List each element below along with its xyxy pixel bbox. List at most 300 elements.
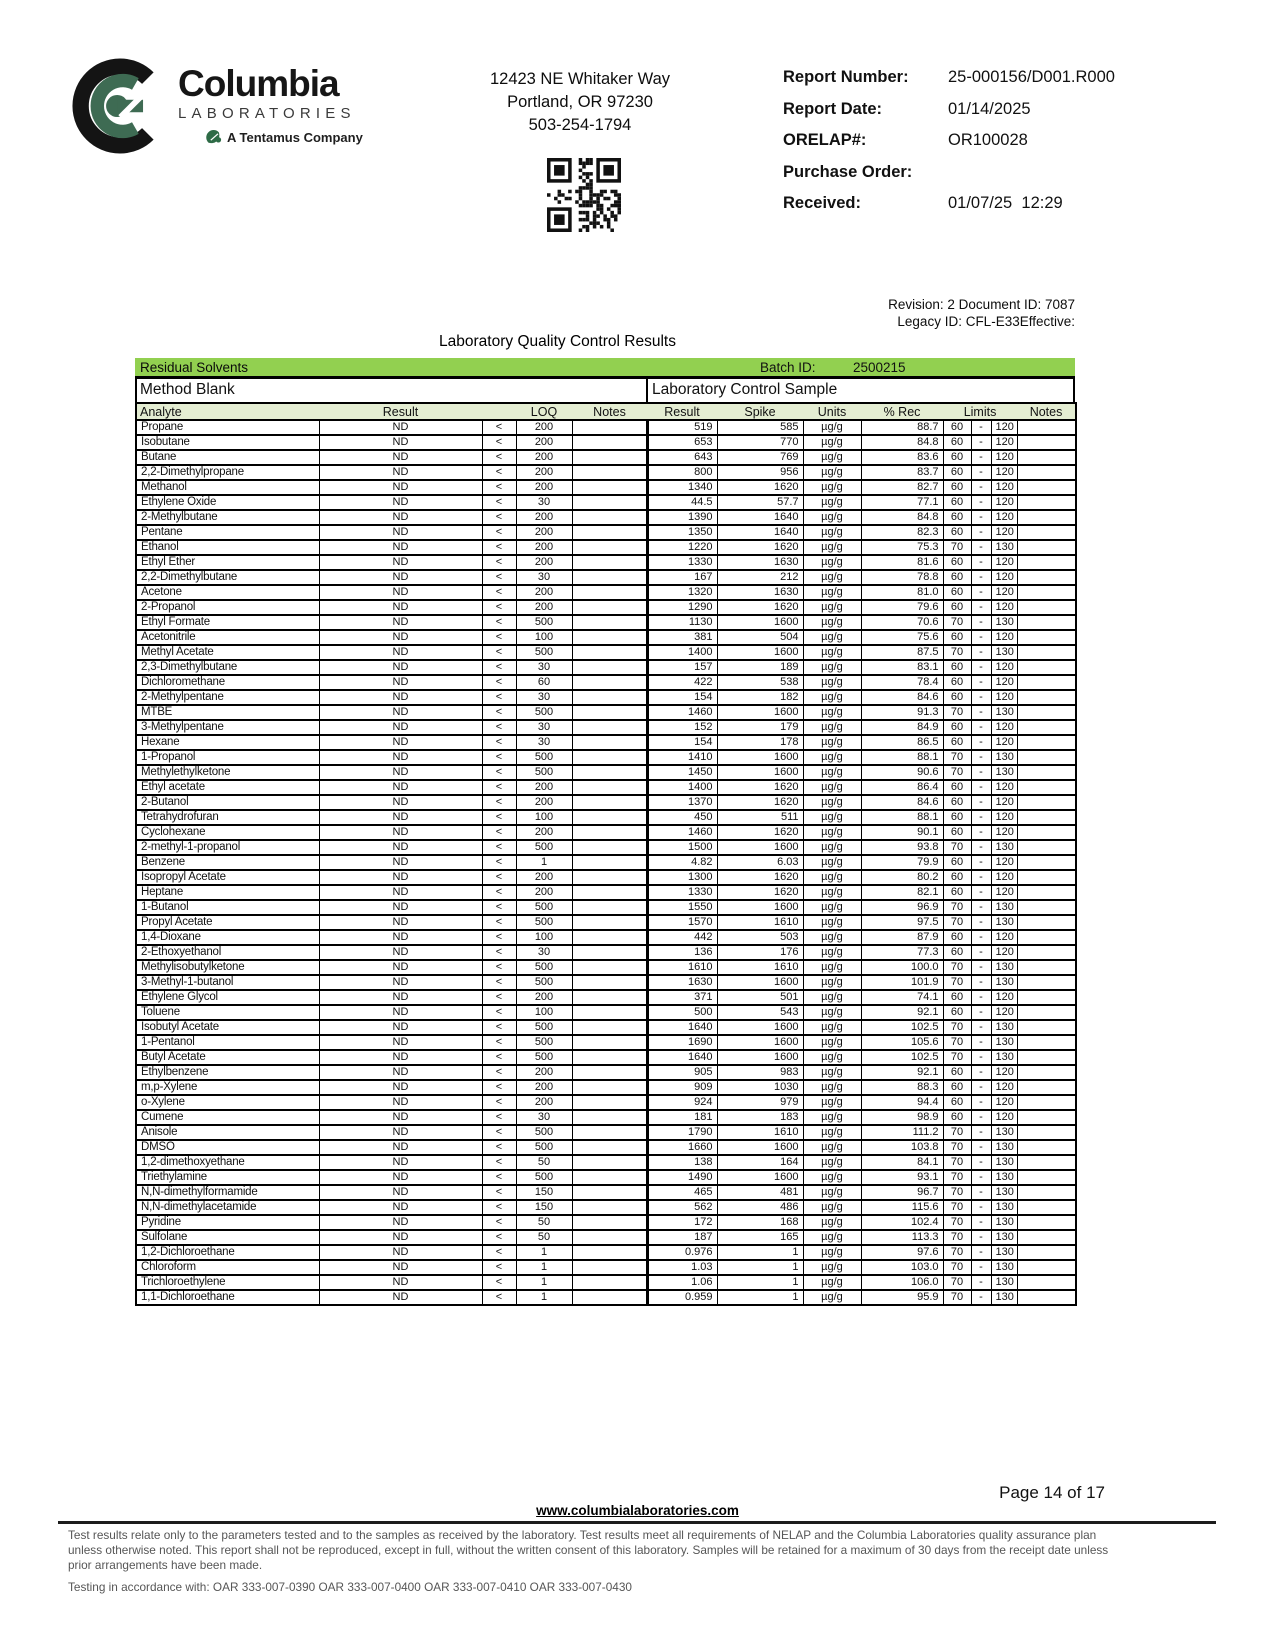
- cell-units: µg/g: [803, 915, 861, 930]
- cell-lcs-spike: 164: [717, 1155, 803, 1170]
- cell-limit-dash: -: [971, 480, 991, 495]
- cell-mb-result: ND: [319, 570, 482, 585]
- cell-mb-loq: 200: [516, 990, 572, 1005]
- cell-mb-notes: [572, 570, 647, 585]
- cell-analyte: Toluene: [136, 1005, 319, 1020]
- cell-lcs-spike: 956: [717, 465, 803, 480]
- cell-analyte: 2,2-Dimethylbutane: [136, 570, 319, 585]
- cell-mb-operator: <: [482, 420, 516, 435]
- cell-mb-loq: 500: [516, 1035, 572, 1050]
- cell-limit-dash: -: [971, 660, 991, 675]
- table-row: [136, 645, 1076, 660]
- cell-pct-rec: 84.9: [861, 720, 943, 735]
- cell-limit-low: 70: [943, 1215, 971, 1230]
- cell-mb-notes: [572, 630, 647, 645]
- cell-mb-notes: [572, 900, 647, 915]
- cell-lcs-result: 905: [647, 1065, 717, 1080]
- cell-limit-dash: -: [971, 675, 991, 690]
- cell-limit-low: 70: [943, 750, 971, 765]
- cell-mb-notes: [572, 720, 647, 735]
- cell-lcs-result: 1790: [647, 1125, 717, 1140]
- cell-units: µg/g: [803, 1275, 861, 1290]
- cell-analyte: 1-Pentanol: [136, 1035, 319, 1050]
- table-row: [136, 1035, 1076, 1050]
- cell-mb-result: ND: [319, 885, 482, 900]
- cell-lcs-notes: [1017, 1245, 1076, 1260]
- cell-mb-loq: 200: [516, 555, 572, 570]
- cell-mb-notes: [572, 1185, 647, 1200]
- table-row: [136, 930, 1076, 945]
- cell-units: µg/g: [803, 630, 861, 645]
- cell-pct-rec: 78.4: [861, 675, 943, 690]
- cell-mb-notes: [572, 1275, 647, 1290]
- cell-lcs-spike: 1620: [717, 480, 803, 495]
- cell-lcs-notes: [1017, 1290, 1076, 1305]
- cell-limit-low: 60: [943, 420, 971, 435]
- cell-lcs-result: 152: [647, 720, 717, 735]
- cell-units: µg/g: [803, 1170, 861, 1185]
- table-row: [136, 900, 1076, 915]
- cell-analyte: Isobutane: [136, 435, 319, 450]
- cell-limit-dash: -: [971, 1065, 991, 1080]
- cell-limit-dash: -: [971, 930, 991, 945]
- cell-units: µg/g: [803, 855, 861, 870]
- cell-limit-dash: -: [971, 1200, 991, 1215]
- cell-lcs-notes: [1017, 615, 1076, 630]
- disclaimer-text: Test results relate only to the parameters tested and to the samples as received by the laboratory. Test results meet all requirements of NELAP and the Columbia Laboratories quality assurance plan unless otherwise noted. This report shall not be reproduced, except in full, without the written consent of this laboratory. Samples will be retained for a maximum of 30 days from the receipt date unless prior arrangements have been made.: [68, 1528, 1109, 1573]
- cell-limit-low: 70: [943, 1290, 971, 1305]
- report-field-label: Report Number:: [783, 68, 909, 86]
- cell-units: µg/g: [803, 1245, 861, 1260]
- table-row: [136, 600, 1076, 615]
- cell-mb-loq: 100: [516, 1005, 572, 1020]
- cell-lcs-notes: [1017, 450, 1076, 465]
- cell-lcs-spike: 1610: [717, 915, 803, 930]
- cell-mb-notes: [572, 1200, 647, 1215]
- cell-mb-loq: 500: [516, 705, 572, 720]
- cell-limit-high: 120: [991, 480, 1017, 495]
- cell-limit-high: 120: [991, 510, 1017, 525]
- cell-units: µg/g: [803, 660, 861, 675]
- cell-units: µg/g: [803, 1110, 861, 1125]
- cell-lcs-result: 154: [647, 735, 717, 750]
- cell-mb-result: ND: [319, 540, 482, 555]
- cell-analyte: DMSO: [136, 1140, 319, 1155]
- cell-limit-low: 60: [943, 795, 971, 810]
- cell-lcs-spike: 1600: [717, 705, 803, 720]
- cell-analyte: Ethylbenzene: [136, 1065, 319, 1080]
- cell-limit-dash: -: [971, 1110, 991, 1125]
- cell-mb-result: ND: [319, 705, 482, 720]
- cell-limit-low: 60: [943, 510, 971, 525]
- cell-pct-rec: 97.6: [861, 1245, 943, 1260]
- cell-limit-dash: -: [971, 1245, 991, 1260]
- cell-lcs-notes: [1017, 465, 1076, 480]
- cell-lcs-result: 1330: [647, 885, 717, 900]
- cell-mb-notes: [572, 480, 647, 495]
- table-row: [136, 570, 1076, 585]
- cell-mb-loq: 30: [516, 570, 572, 585]
- cell-units: µg/g: [803, 885, 861, 900]
- cell-mb-notes: [572, 645, 647, 660]
- cell-limit-high: 120: [991, 450, 1017, 465]
- report-field-label: Report Date:: [783, 99, 883, 118]
- cell-limit-low: 70: [943, 1230, 971, 1245]
- cell-lcs-spike: 1: [717, 1275, 803, 1290]
- cell-mb-result: ND: [319, 900, 482, 915]
- cell-lcs-notes: [1017, 1140, 1076, 1155]
- cell-mb-result: ND: [319, 675, 482, 690]
- table-row: [136, 1020, 1076, 1035]
- cell-mb-operator: <: [482, 990, 516, 1005]
- cell-lcs-notes: [1017, 1260, 1076, 1275]
- batch-bar: [135, 358, 1075, 379]
- col-operator: [482, 403, 516, 420]
- cell-lcs-result: 422: [647, 675, 717, 690]
- cell-lcs-spike: 511: [717, 810, 803, 825]
- cell-lcs-notes: [1017, 870, 1076, 885]
- cell-analyte: Acetone: [136, 585, 319, 600]
- cell-limit-high: 120: [991, 675, 1017, 690]
- cell-units: µg/g: [803, 1185, 861, 1200]
- cell-limit-high: 130: [991, 645, 1017, 660]
- cell-limit-low: 60: [943, 630, 971, 645]
- cell-limit-low: 60: [943, 1095, 971, 1110]
- cell-lcs-notes: [1017, 780, 1076, 795]
- cell-mb-notes: [572, 945, 647, 960]
- cell-analyte: m,p-Xylene: [136, 1080, 319, 1095]
- cell-lcs-notes: [1017, 495, 1076, 510]
- cell-units: µg/g: [803, 480, 861, 495]
- cell-mb-result: ND: [319, 1260, 482, 1275]
- cell-mb-loq: 500: [516, 1170, 572, 1185]
- cell-limit-low: 70: [943, 915, 971, 930]
- cell-lcs-spike: 1600: [717, 1035, 803, 1050]
- cell-mb-operator: <: [482, 975, 516, 990]
- cell-lcs-result: 1.06: [647, 1275, 717, 1290]
- cell-analyte: 1,1-Dichloroethane: [136, 1290, 319, 1305]
- cell-pct-rec: 105.6: [861, 1035, 943, 1050]
- cell-limit-dash: -: [971, 795, 991, 810]
- cell-limit-high: 120: [991, 495, 1017, 510]
- cell-mb-result: ND: [319, 465, 482, 480]
- cell-lcs-notes: [1017, 705, 1076, 720]
- cell-limit-high: 120: [991, 435, 1017, 450]
- cell-lcs-result: 0.976: [647, 1245, 717, 1260]
- cell-mb-loq: 200: [516, 435, 572, 450]
- cell-limit-low: 70: [943, 1170, 971, 1185]
- cell-analyte: Ethylene Oxide: [136, 495, 319, 510]
- cell-limit-high: 130: [991, 1170, 1017, 1185]
- section-method-blank: Method Blank: [140, 381, 235, 398]
- cell-pct-rec: 93.1: [861, 1170, 943, 1185]
- cell-units: µg/g: [803, 945, 861, 960]
- cell-analyte: Methylethylketone: [136, 765, 319, 780]
- cell-limit-low: 70: [943, 1035, 971, 1050]
- report-field: [783, 100, 1143, 119]
- cell-limit-dash: -: [971, 585, 991, 600]
- cell-limit-high: 120: [991, 1005, 1017, 1020]
- columbia-logo-icon: [72, 58, 168, 154]
- cell-lcs-result: 1570: [647, 915, 717, 930]
- cell-limit-dash: -: [971, 765, 991, 780]
- cell-analyte: 3-Methylpentane: [136, 720, 319, 735]
- cell-analyte: 2-Methylbutane: [136, 510, 319, 525]
- cell-lcs-result: 1410: [647, 750, 717, 765]
- cell-analyte: 2,3-Dimethylbutane: [136, 660, 319, 675]
- cell-lcs-spike: 1030: [717, 1080, 803, 1095]
- col-lcs-result: Result: [647, 403, 717, 420]
- cell-mb-notes: [572, 975, 647, 990]
- cell-pct-rec: 77.1: [861, 495, 943, 510]
- cell-limit-low: 60: [943, 465, 971, 480]
- cell-units: µg/g: [803, 765, 861, 780]
- cell-limit-low: 60: [943, 435, 971, 450]
- table-row: [136, 1110, 1076, 1125]
- cell-pct-rec: 75.6: [861, 630, 943, 645]
- cell-lcs-spike: 6.03: [717, 855, 803, 870]
- cell-mb-result: ND: [319, 750, 482, 765]
- cell-lcs-spike: 1600: [717, 975, 803, 990]
- legacy-line: Legacy ID: CFL-E33Effective:: [897, 313, 1075, 329]
- cell-mb-operator: <: [482, 570, 516, 585]
- cell-lcs-notes: [1017, 1065, 1076, 1080]
- cell-limit-dash: -: [971, 1275, 991, 1290]
- cell-mb-loq: 500: [516, 1140, 572, 1155]
- cell-pct-rec: 83.6: [861, 450, 943, 465]
- cell-limit-dash: -: [971, 1095, 991, 1110]
- cell-mb-notes: [572, 705, 647, 720]
- cell-mb-operator: <: [482, 1110, 516, 1125]
- table-row: [136, 555, 1076, 570]
- cell-lcs-spike: 1: [717, 1245, 803, 1260]
- cell-limit-high: 120: [991, 870, 1017, 885]
- cell-pct-rec: 91.3: [861, 705, 943, 720]
- cell-units: µg/g: [803, 555, 861, 570]
- cell-lcs-result: 1450: [647, 765, 717, 780]
- cell-pct-rec: 87.9: [861, 930, 943, 945]
- cell-pct-rec: 88.3: [861, 1080, 943, 1095]
- cell-units: µg/g: [803, 645, 861, 660]
- qc-results-block: [135, 358, 1075, 1306]
- cell-analyte: o-Xylene: [136, 1095, 319, 1110]
- section-divider: [646, 379, 648, 402]
- cell-mb-operator: <: [482, 885, 516, 900]
- company-logo: [72, 58, 363, 154]
- cell-pct-rec: 82.7: [861, 480, 943, 495]
- cell-lcs-notes: [1017, 720, 1076, 735]
- cell-lcs-result: 1290: [647, 600, 717, 615]
- cell-mb-result: ND: [319, 1290, 482, 1305]
- cell-lcs-notes: [1017, 675, 1076, 690]
- cell-mb-result: ND: [319, 1215, 482, 1230]
- cell-mb-notes: [572, 1260, 647, 1275]
- cell-lcs-notes: [1017, 1185, 1076, 1200]
- cell-lcs-result: 465: [647, 1185, 717, 1200]
- cell-limit-dash: -: [971, 780, 991, 795]
- cell-mb-operator: <: [482, 630, 516, 645]
- cell-limit-low: 60: [943, 720, 971, 735]
- cell-lcs-result: 519: [647, 420, 717, 435]
- cell-mb-operator: <: [482, 1200, 516, 1215]
- cell-lcs-result: 172: [647, 1215, 717, 1230]
- cell-lcs-notes: [1017, 555, 1076, 570]
- cell-limit-dash: -: [971, 1230, 991, 1245]
- cell-limit-high: 120: [991, 420, 1017, 435]
- cell-lcs-notes: [1017, 765, 1076, 780]
- cell-pct-rec: 88.1: [861, 810, 943, 825]
- report-field: [783, 194, 1143, 213]
- cell-mb-operator: <: [482, 480, 516, 495]
- cell-limit-dash: -: [971, 960, 991, 975]
- cell-lcs-spike: 1630: [717, 555, 803, 570]
- cell-lcs-spike: 182: [717, 690, 803, 705]
- cell-limit-high: 120: [991, 465, 1017, 480]
- cell-limit-high: 130: [991, 975, 1017, 990]
- cell-pct-rec: 82.1: [861, 885, 943, 900]
- cell-pct-rec: 92.1: [861, 1065, 943, 1080]
- cell-lcs-spike: 983: [717, 1065, 803, 1080]
- cell-lcs-spike: 770: [717, 435, 803, 450]
- cell-lcs-result: 381: [647, 630, 717, 645]
- cell-pct-rec: 95.9: [861, 1290, 943, 1305]
- cell-mb-loq: 200: [516, 600, 572, 615]
- cell-pct-rec: 86.4: [861, 780, 943, 795]
- cell-limit-dash: -: [971, 1185, 991, 1200]
- cell-mb-loq: 500: [516, 645, 572, 660]
- cell-mb-operator: <: [482, 660, 516, 675]
- cell-limit-dash: -: [971, 450, 991, 465]
- cell-analyte: 1,4-Dioxane: [136, 930, 319, 945]
- cell-units: µg/g: [803, 840, 861, 855]
- cell-limit-low: 60: [943, 735, 971, 750]
- cell-mb-loq: 1: [516, 1275, 572, 1290]
- cell-units: µg/g: [803, 1260, 861, 1275]
- results-table: [135, 402, 1077, 1306]
- cell-limit-high: 130: [991, 1290, 1017, 1305]
- cell-limit-low: 70: [943, 705, 971, 720]
- cell-units: µg/g: [803, 495, 861, 510]
- cell-mb-loq: 30: [516, 1110, 572, 1125]
- table-row: [136, 1140, 1076, 1155]
- cell-mb-loq: 500: [516, 1125, 572, 1140]
- revision-line: Revision: 2 Document ID: 7087: [888, 297, 1075, 312]
- cell-limit-low: 70: [943, 1050, 971, 1065]
- cell-lcs-result: 1330: [647, 555, 717, 570]
- cell-lcs-spike: 178: [717, 735, 803, 750]
- cell-lcs-result: 1320: [647, 585, 717, 600]
- cell-lcs-notes: [1017, 690, 1076, 705]
- cell-units: µg/g: [803, 1140, 861, 1155]
- cell-mb-result: ND: [319, 480, 482, 495]
- cell-lcs-spike: 1: [717, 1260, 803, 1275]
- cell-mb-result: ND: [319, 555, 482, 570]
- cell-units: µg/g: [803, 600, 861, 615]
- cell-limit-dash: -: [971, 690, 991, 705]
- table-row: [136, 540, 1076, 555]
- cell-mb-notes: [572, 1035, 647, 1050]
- table-row: [136, 885, 1076, 900]
- cell-units: µg/g: [803, 1020, 861, 1035]
- cell-limit-low: 70: [943, 1020, 971, 1035]
- cell-mb-result: ND: [319, 510, 482, 525]
- cell-mb-operator: <: [482, 1065, 516, 1080]
- cell-mb-loq: 1: [516, 1290, 572, 1305]
- cell-lcs-notes: [1017, 630, 1076, 645]
- cell-lcs-notes: [1017, 795, 1076, 810]
- table-row: [136, 1170, 1076, 1185]
- cell-lcs-notes: [1017, 885, 1076, 900]
- cell-mb-notes: [572, 1230, 647, 1245]
- cell-lcs-notes: [1017, 1170, 1076, 1185]
- cell-limit-low: 70: [943, 1200, 971, 1215]
- cell-limit-high: 120: [991, 720, 1017, 735]
- cell-limit-high: 120: [991, 585, 1017, 600]
- cell-mb-operator: <: [482, 540, 516, 555]
- cell-limit-low: 60: [943, 690, 971, 705]
- cell-limit-low: 60: [943, 780, 971, 795]
- cell-limit-high: 130: [991, 1050, 1017, 1065]
- table-row: [136, 1200, 1076, 1215]
- cell-pct-rec: 83.7: [861, 465, 943, 480]
- cell-units: µg/g: [803, 1095, 861, 1110]
- cell-lcs-result: 154: [647, 690, 717, 705]
- cell-mb-result: ND: [319, 1080, 482, 1095]
- cell-lcs-spike: 1600: [717, 1140, 803, 1155]
- cell-mb-notes: [572, 495, 647, 510]
- cell-analyte: Ethyl Ether: [136, 555, 319, 570]
- cell-mb-operator: <: [482, 1140, 516, 1155]
- website-link[interactable]: www.columbialaboratories.com: [536, 1503, 739, 1518]
- cell-limit-dash: -: [971, 495, 991, 510]
- cell-limit-high: 120: [991, 945, 1017, 960]
- cell-limit-dash: -: [971, 855, 991, 870]
- cell-lcs-spike: 538: [717, 675, 803, 690]
- cell-limit-low: 60: [943, 810, 971, 825]
- cell-analyte: 1-Butanol: [136, 900, 319, 915]
- cell-mb-loq: 500: [516, 975, 572, 990]
- cell-mb-result: ND: [319, 1110, 482, 1125]
- cell-limit-dash: -: [971, 810, 991, 825]
- cell-lcs-notes: [1017, 930, 1076, 945]
- cell-limit-low: 70: [943, 975, 971, 990]
- cell-mb-result: ND: [319, 630, 482, 645]
- cell-units: µg/g: [803, 1215, 861, 1230]
- cell-mb-result: ND: [319, 645, 482, 660]
- cell-lcs-notes: [1017, 945, 1076, 960]
- cell-lcs-result: 1460: [647, 705, 717, 720]
- cell-lcs-spike: 1620: [717, 870, 803, 885]
- cell-limit-dash: -: [971, 990, 991, 1005]
- cell-pct-rec: 78.8: [861, 570, 943, 585]
- results-tbody: [136, 420, 1076, 1305]
- table-row: [136, 1230, 1076, 1245]
- cell-mb-loq: 200: [516, 795, 572, 810]
- cell-lcs-notes: [1017, 1125, 1076, 1140]
- cell-lcs-result: 800: [647, 465, 717, 480]
- cell-analyte: Methanol: [136, 480, 319, 495]
- cell-lcs-notes: [1017, 645, 1076, 660]
- cell-units: µg/g: [803, 735, 861, 750]
- cell-lcs-result: 138: [647, 1155, 717, 1170]
- cell-limit-high: 120: [991, 660, 1017, 675]
- cell-mb-operator: <: [482, 645, 516, 660]
- cell-limit-high: 130: [991, 540, 1017, 555]
- cell-mb-result: ND: [319, 450, 482, 465]
- cell-lcs-result: 500: [647, 1005, 717, 1020]
- cell-mb-result: ND: [319, 1005, 482, 1020]
- cell-lcs-notes: [1017, 990, 1076, 1005]
